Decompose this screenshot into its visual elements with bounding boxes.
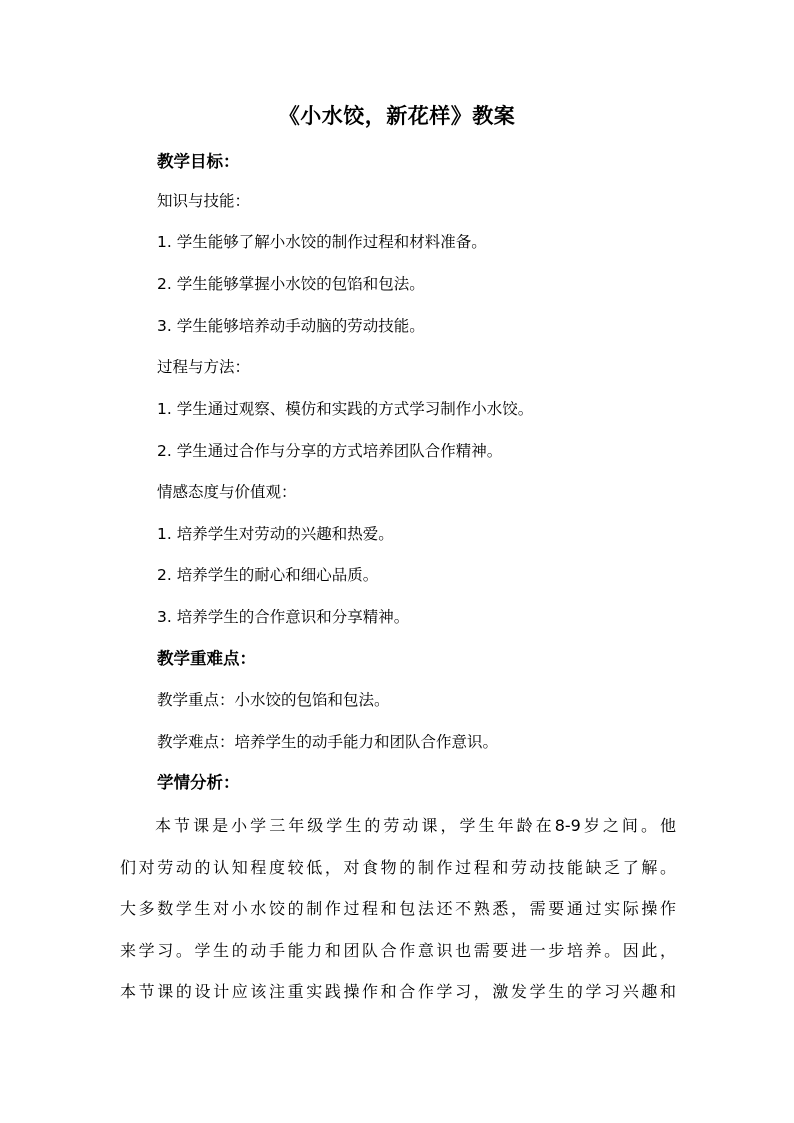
- key-points-heading: 教学重难点：: [157, 649, 256, 668]
- attitude-item: 2. 培养学生的耐心和细心品质。: [157, 566, 379, 584]
- process-item: 1. 学生通过观察、模仿和实践的方式学习制作小水饺。: [157, 400, 534, 418]
- analysis-heading: 学情分析：: [157, 773, 240, 792]
- teaching-focus: 教学重点：小水饺的包馅和包法。: [157, 691, 390, 709]
- analysis-line: 本节课的设计应该注重实践操作和合作学习，激发学生的学习兴趣和: [120, 982, 676, 1001]
- process-heading: 过程与方法：: [157, 358, 251, 376]
- analysis-line: 来学习。学生的动手能力和团队合作意识也需要进一步培养。因此，: [120, 941, 676, 960]
- attitude-item: 3. 培养学生的合作意识和分享精神。: [157, 608, 410, 626]
- process-item: 2. 学生通过合作与分享的方式培养团队合作精神。: [157, 442, 503, 460]
- analysis-line: 大多数学生对小水饺的制作过程和包法还不熟悉，需要通过实际操作: [120, 899, 676, 918]
- attitude-item: 1. 培养学生对劳动的兴趣和热爱。: [157, 525, 394, 543]
- analysis-line: 本节课是小学三年级学生的劳动课，学生年龄在8-9岁之间。他: [155, 816, 676, 835]
- knowledge-item: 3. 学生能够培养动手动脑的劳动技能。: [157, 317, 425, 335]
- teaching-difficulty: 教学难点：培养学生的动手能力和团队合作意识。: [157, 733, 499, 751]
- analysis-line: 们对劳动的认知程度较低，对食物的制作过程和劳动技能缺乏了解。: [120, 858, 676, 877]
- knowledge-heading: 知识与技能：: [157, 192, 251, 210]
- knowledge-item: 2. 学生能够掌握小水饺的包馅和包法。: [157, 275, 425, 293]
- attitude-heading: 情感态度与价值观：: [157, 483, 297, 501]
- knowledge-item: 1. 学生能够了解小水饺的制作过程和材料准备。: [157, 233, 487, 251]
- objectives-heading: 教学目标：: [157, 152, 240, 171]
- document-title: 《小水饺，新花样》教案: [278, 104, 516, 128]
